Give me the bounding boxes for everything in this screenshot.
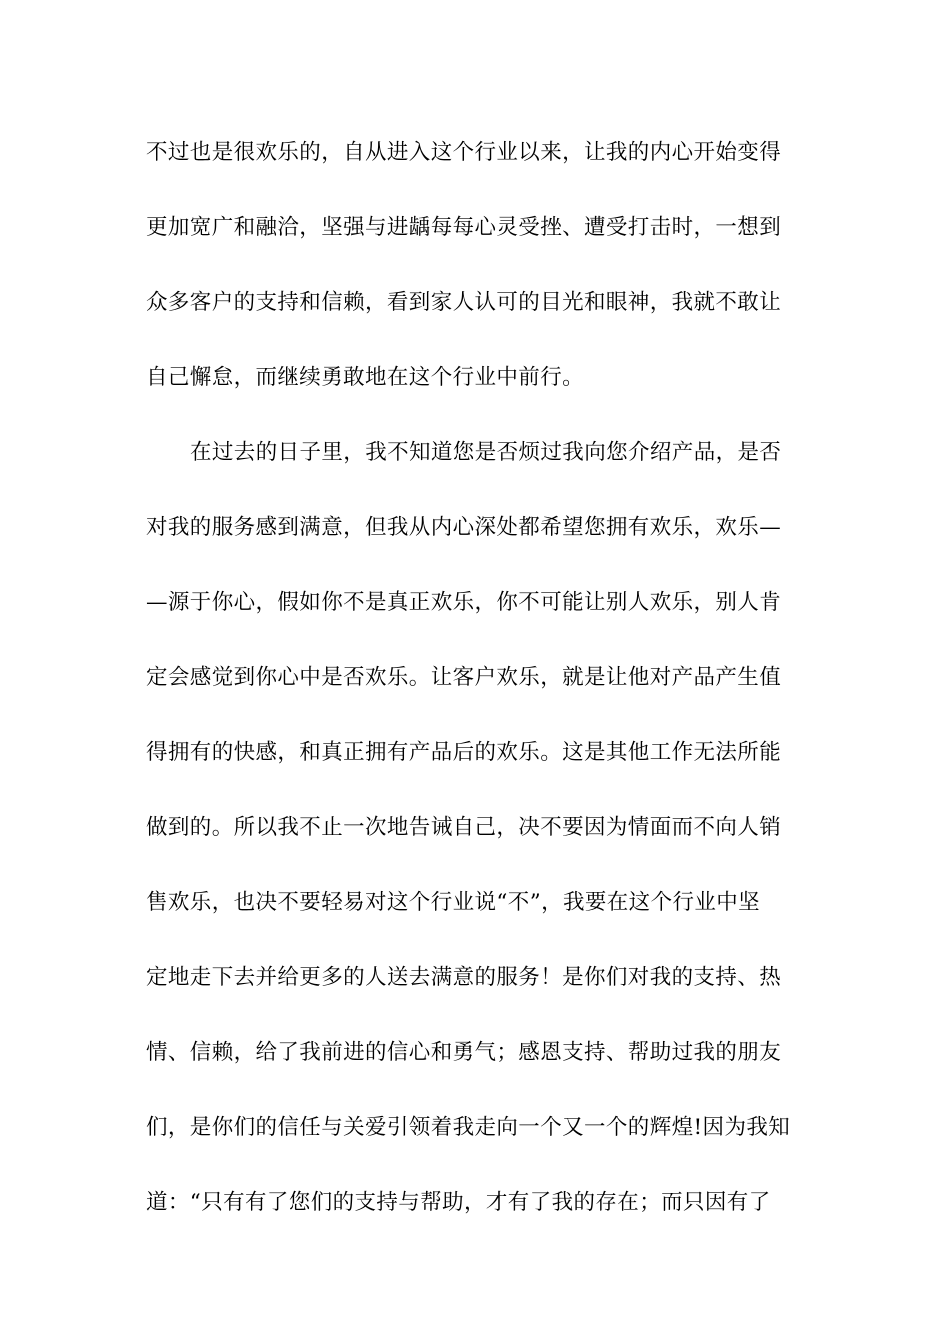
text-line: 定会感觉到你心中是否欢乐。让客户欢乐，就是让他对产品产生值 [146,665,782,690]
text-line: 道：“只有有了您们的支持与帮助，才有了我的存在；而只因有了 [146,1190,771,1215]
text-line: 不过也是很欢乐的，自从进入这个行业以来，让我的内心开始变得 [146,140,782,165]
text-line: 情、信赖，给了我前进的信心和勇气；感恩支持、帮助过我的朋友 [146,1040,782,1065]
text-line: 售欢乐，也决不要轻易对这个行业说“不”，我要在这个行业中坚 [146,890,761,915]
text-line: —源于你心，假如你不是真正欢乐，你不可能让别人欢乐，别人肯 [146,590,782,615]
text-line: 定地走下去并给更多的人送去满意的服务！是你们对我的支持、热 [146,965,782,990]
text-line: 做到的。所以我不止一次地告诫自己，决不要因为情面而不向人销 [146,815,782,840]
text-line: 得拥有的快感，和真正拥有产品后的欢乐。这是其他工作无法所能 [146,740,782,765]
text-line: 们，是你们的信任与关爱引领着我走向一个又一个的辉煌!因为我知 [146,1115,791,1140]
text-line: 自己懈怠，而继续勇敢地在这个行业中前行。 [146,365,585,390]
text-line: 对我的服务感到满意，但我从内心深处都希望您拥有欢乐，欢乐— [146,515,782,540]
paragraph-first-line: 在过去的日子里，我不知道您是否烦过我向您介绍产品，是否 [190,440,782,465]
text-line: 更加宽广和融洽，坚强与进龋每每心灵受挫、遭受打击时，一想到 [146,215,782,240]
body-text [146,128,810,1253]
text-line: 众多客户的支持和信赖，看到家人认可的目光和眼神，我就不敢让 [146,290,782,315]
